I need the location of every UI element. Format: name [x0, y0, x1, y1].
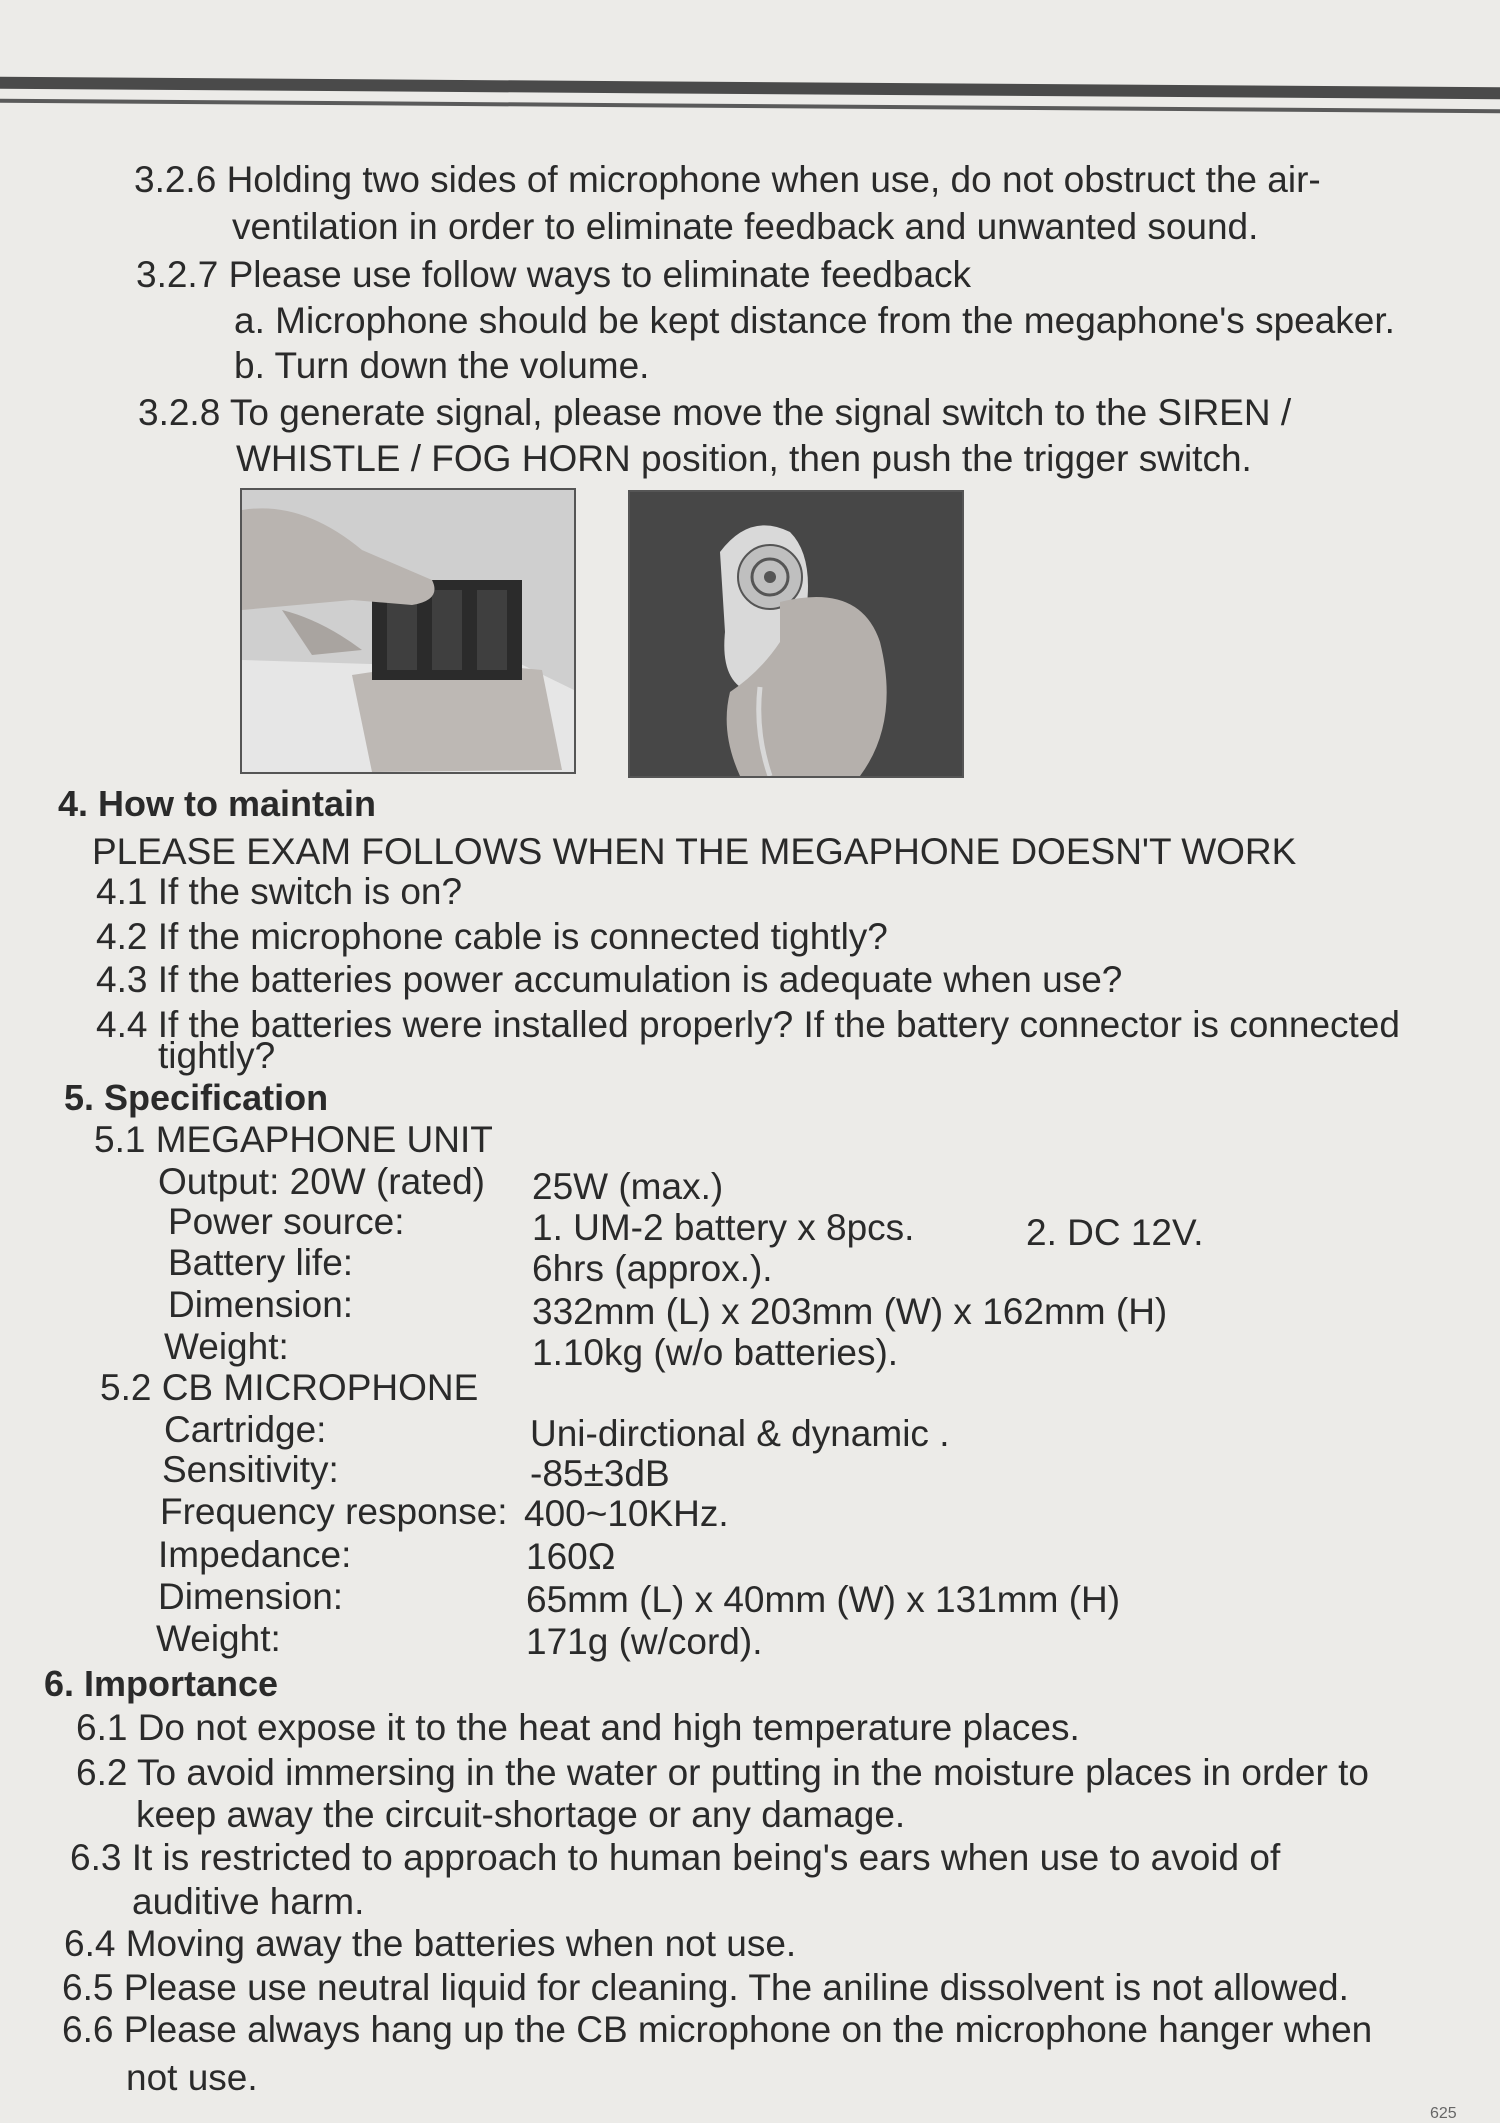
sensitivity-label: Sensitivity: [162, 1449, 339, 1490]
item-6-1: 6.1 Do not expose it to the heat and high temperature places. [76, 1707, 1080, 1748]
item-4-4-line1: 4.4 If the batteries were installed properly? If the battery connector is connected [96, 1004, 1400, 1045]
battery-life-value: 6hrs (approx.). [532, 1248, 773, 1289]
impedance-value: 160Ω [526, 1536, 616, 1577]
item-3-2-8-line2: WHISTLE / FOG HORN position, then push the trigger switch. [236, 438, 1252, 479]
cb-microphone-title: 5.2 CB MICROPHONE [100, 1367, 479, 1408]
weight-label: Weight: [164, 1326, 289, 1367]
item-3-2-7: 3.2.7 Please use follow ways to eliminate feedback [136, 254, 972, 295]
frequency-response-value: 400~10KHz. [524, 1493, 729, 1534]
output-value: 25W (max.) [532, 1166, 724, 1207]
item-6-6-line2: not use. [126, 2057, 258, 2098]
item-6-2-line2: keep away the circuit-shortage or any damage. [136, 1794, 906, 1835]
dimension-value: 332mm (L) x 203mm (W) x 162mm (H) [532, 1291, 1168, 1332]
header-rule-thin [0, 99, 1500, 113]
item-6-4: 6.4 Moving away the batteries when not use. [64, 1923, 797, 1964]
item-3-2-6-line1: 3.2.6 Holding two sides of microphone when use, do not obstruct the air- [134, 159, 1321, 200]
section-6-heading: 6. Importance [44, 1663, 279, 1704]
frequency-response-label: Frequency response: [160, 1491, 508, 1532]
section-4-heading: 4. How to maintain [58, 783, 377, 824]
output-label: Output: 20W (rated) [158, 1161, 485, 1202]
megaphone-unit-title: 5.1 MEGAPHONE UNIT [94, 1119, 493, 1160]
item-6-6-line1: 6.6 Please always hang up the CB microphone on the microphone hanger when [62, 2009, 1373, 2050]
power-source-value: 1. UM-2 battery x 8pcs. [532, 1207, 915, 1248]
item-3-2-7-b: b. Turn down the volume. [234, 345, 650, 386]
header-rule [0, 77, 1500, 99]
item-4-4-line2: tightly? [158, 1035, 276, 1076]
item-3-2-7-a: a. Microphone should be kept distance from the megaphone's speaker. [234, 300, 1395, 341]
item-4-3: 4.3 If the batteries power accumulation is adequate when use? [96, 959, 1123, 1000]
page-number: 625 [1430, 2105, 1457, 2122]
section-5-heading: 5. Specification [64, 1077, 329, 1118]
item-3-2-8-line1: 3.2.8 To generate signal, please move the signal switch to the SIREN / [138, 392, 1292, 433]
mic-weight-value: 171g (w/cord). [526, 1621, 763, 1662]
battery-installation-photo [240, 488, 576, 774]
mic-weight-label: Weight: [156, 1618, 281, 1659]
item-6-2-line1: 6.2 To avoid immersing in the water or putting in the moisture places in order to [76, 1752, 1369, 1793]
section-4-intro: PLEASE EXAM FOLLOWS WHEN THE MEGAPHONE DOESN'T WORK [92, 831, 1297, 872]
power-source-label: Power source: [168, 1201, 405, 1242]
item-6-3-line1: 6.3 It is restricted to approach to human being's ears when use to avoid of [70, 1837, 1281, 1878]
item-6-3-line2: auditive harm. [132, 1881, 365, 1922]
cartridge-value: Uni-dirctional & dynamic . [530, 1413, 950, 1454]
microphone-in-hand-photo [628, 490, 964, 778]
power-source-value-2: 2. DC 12V. [1026, 1212, 1204, 1253]
battery-life-label: Battery life: [168, 1242, 354, 1283]
mic-dimension-value: 65mm (L) x 40mm (W) x 131mm (H) [526, 1579, 1121, 1620]
sensitivity-value: -85±3dB [530, 1453, 670, 1494]
dimension-label: Dimension: [168, 1284, 354, 1325]
item-3-2-6-line2: ventilation in order to eliminate feedback and unwanted sound. [232, 206, 1259, 247]
weight-value: 1.10kg (w/o batteries). [532, 1332, 899, 1373]
item-6-5: 6.5 Please use neutral liquid for cleaning. The aniline dissolvent is not allowed. [62, 1967, 1349, 2008]
item-4-2: 4.2 If the microphone cable is connected tightly? [96, 916, 888, 957]
impedance-label: Impedance: [158, 1534, 352, 1575]
mic-dimension-label: Dimension: [158, 1576, 344, 1617]
item-4-1: 4.1 If the switch is on? [96, 871, 463, 912]
cartridge-label: Cartridge: [164, 1409, 327, 1450]
